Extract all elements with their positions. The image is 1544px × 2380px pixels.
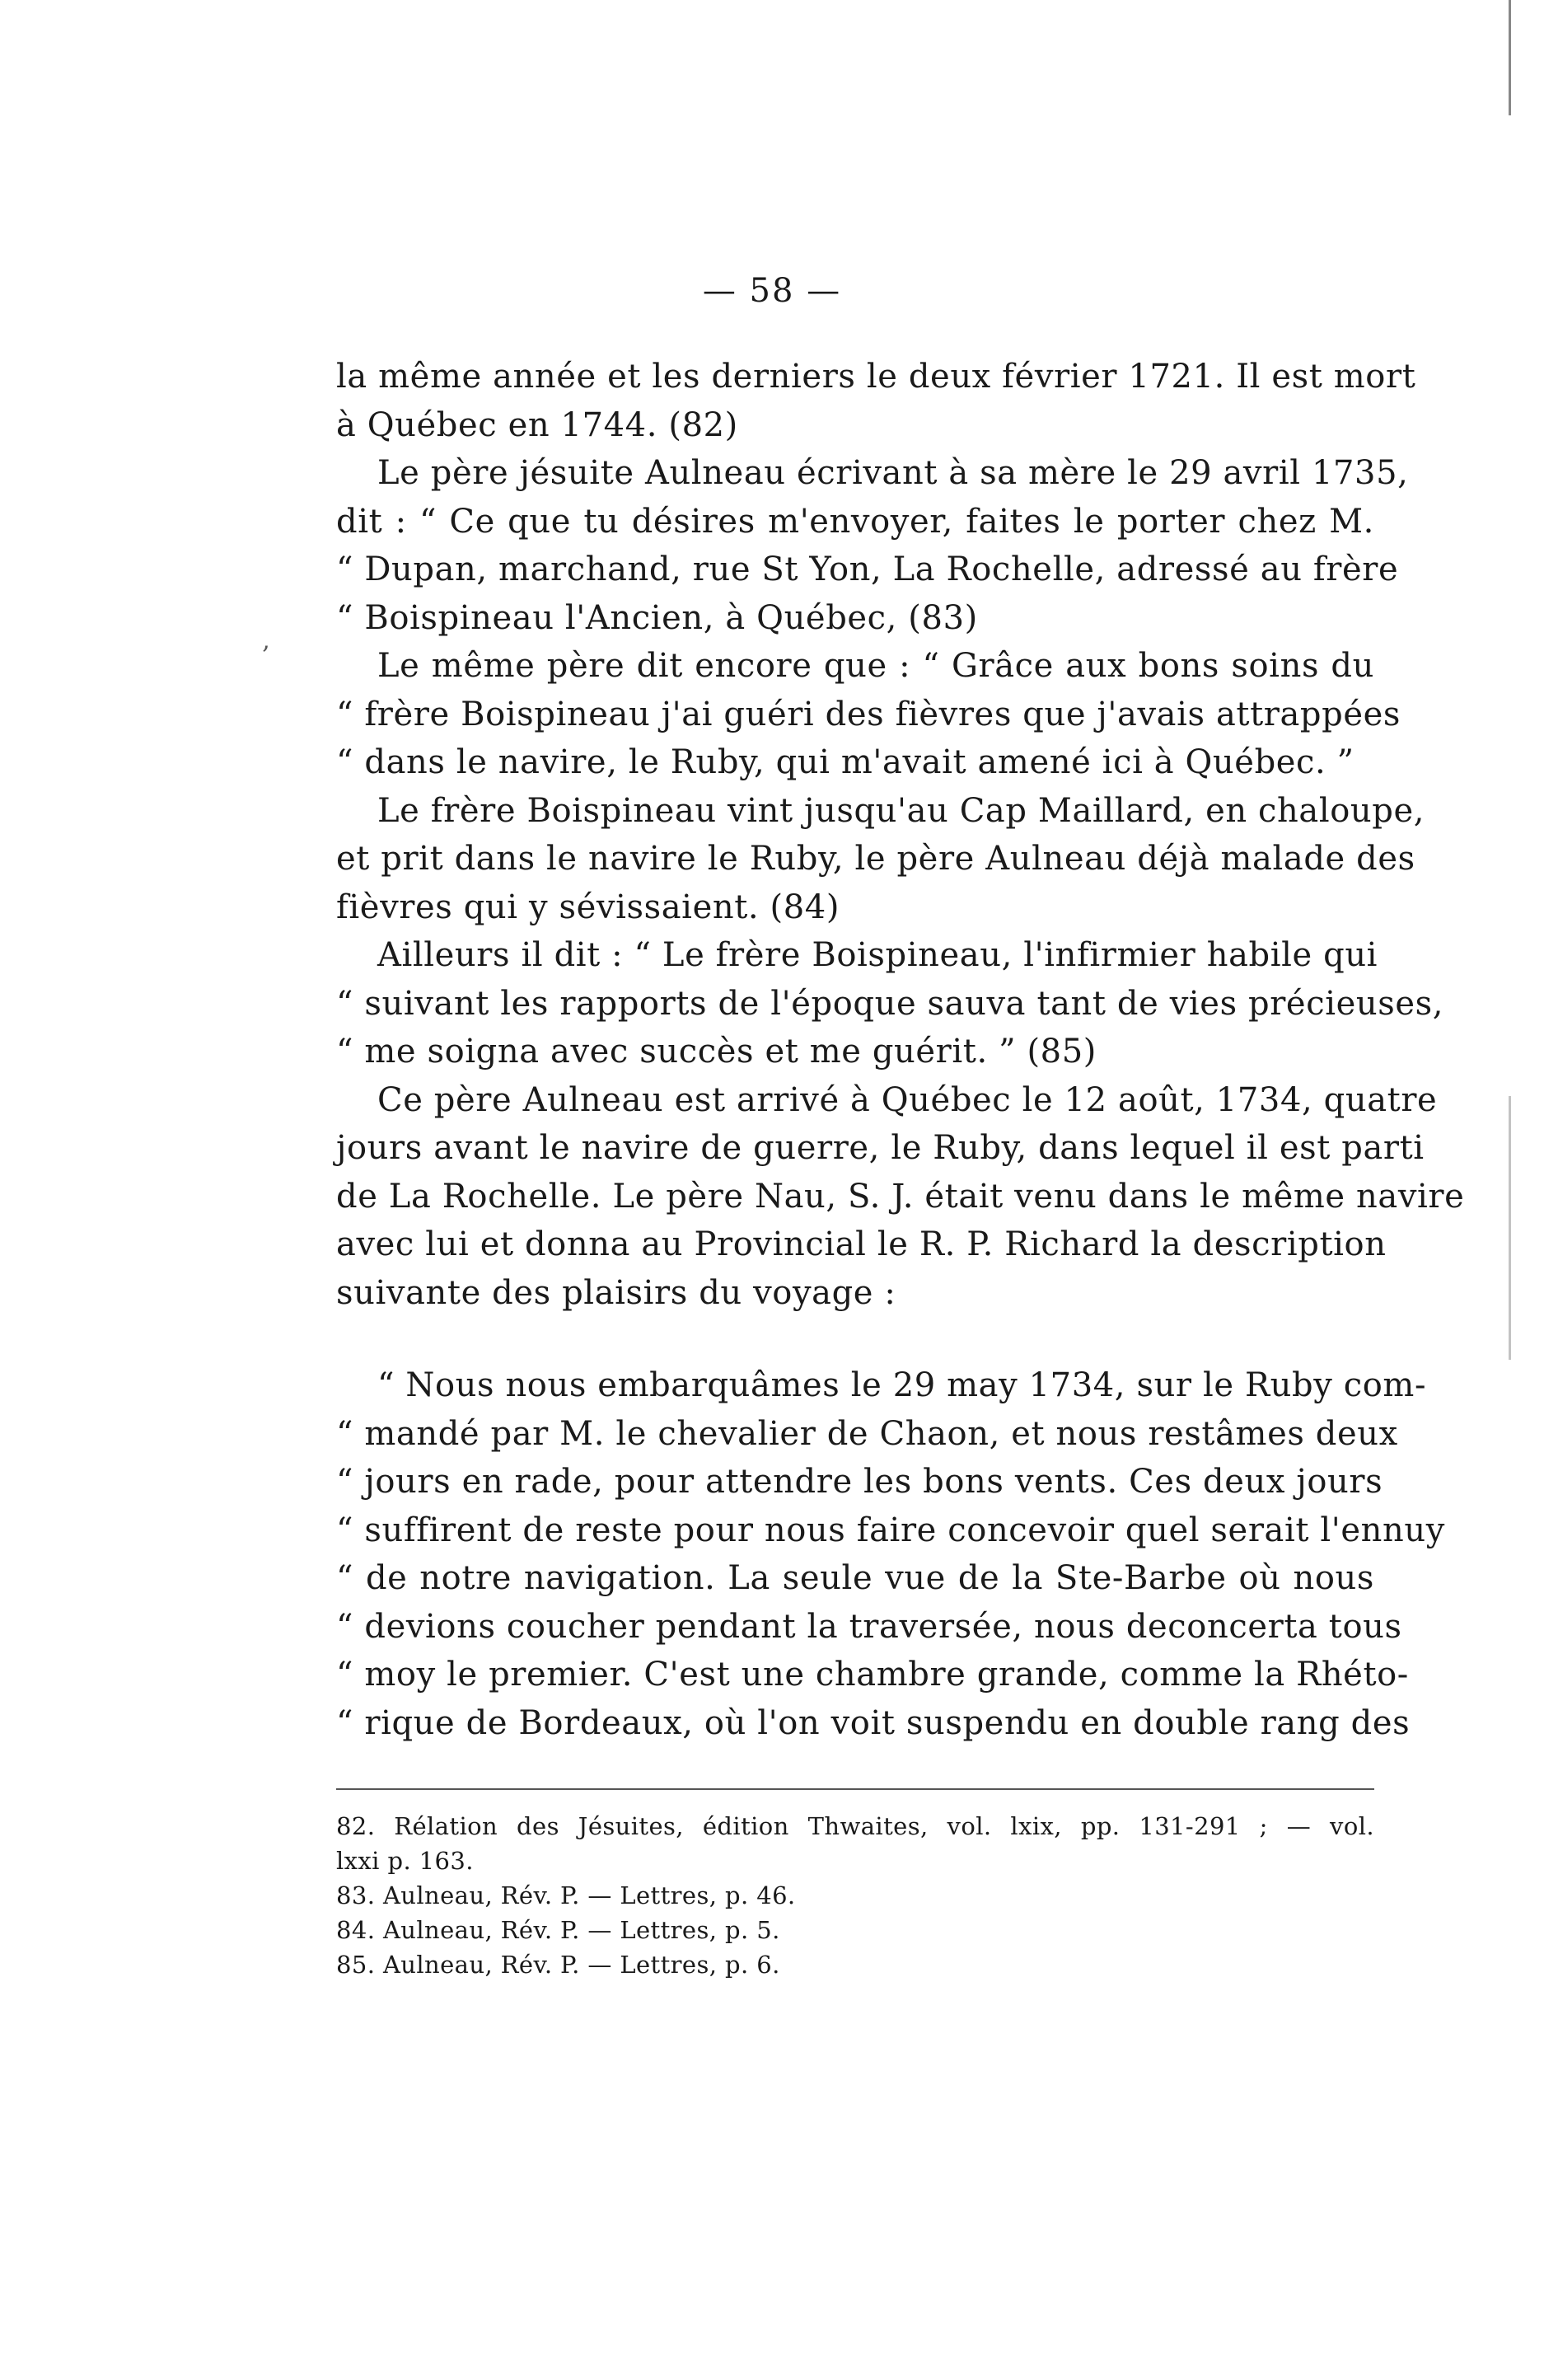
body-lines-line: Ce père Aulneau est arrivé à Québec le 12 août, 1734, quatre <box>377 1080 1438 1119</box>
quote-lines-line: “ mandé par M. le chevalier de Chaon, et nous restâmes deux <box>336 1414 1398 1453</box>
body-lines-line: fièvres qui y sévissaient. (84) <box>336 888 840 926</box>
margin-mark: ‚ <box>262 626 270 655</box>
body-lines-line: Le père jésuite Aulneau écrivant à sa mère le 29 avril 1735, <box>377 454 1409 492</box>
quote-lines-line: “ Nous nous embarquâmes le 29 may 1734, sur le Ruby com- <box>377 1366 1427 1404</box>
body-lines-line: “ Boispineau l'Ancien, à Québec, (83) <box>336 598 978 637</box>
footnote-line: 82. Rélation des Jésuites, édition Thwaites, vol. lxix, pp. 131-291 ; — vol. <box>336 1812 1374 1840</box>
quote-lines-line: “ devions coucher pendant la traversée, nous deconcerta tous <box>336 1607 1402 1646</box>
body-lines-line: “ frère Boispineau j'ai guéri des fièvres que j'avais attrappées <box>336 695 1401 733</box>
footnotes <box>336 1809 1374 1982</box>
body-lines-line: suivante des plaisirs du voyage : <box>336 1273 896 1312</box>
footnote-line: lxxi p. 163. <box>336 1847 474 1875</box>
body-text <box>336 353 1465 1747</box>
footnote-line: 83. Aulneau, Rév. P. — Lettres, p. 46. <box>336 1881 796 1909</box>
body-lines-line: “ dans le navire, le Ruby, qui m'avait amené ici à Québec. ” <box>336 743 1355 781</box>
quote-lines-line: “ de notre navigation. La seule vue de la Ste-Barbe où nous <box>336 1559 1374 1597</box>
footnote-line: 85. Aulneau, Rév. P. — Lettres, p. 6. <box>336 1951 780 1979</box>
body-lines-line: la même année et les derniers le deux février 1721. Il est mort <box>336 358 1416 396</box>
body-lines-line: avec lui et donna au Provincial le R. P. Richard la description <box>336 1225 1387 1263</box>
quote-lines-line: “ rique de Bordeaux, où l'on voit suspendu en double rang des <box>336 1703 1411 1742</box>
body-lines-line: Le frère Boispineau vint jusqu'au Cap Maillard, en chaloupe, <box>377 791 1425 830</box>
page-number: — 58 — <box>702 272 842 310</box>
body-lines-line: à Québec en 1744. (82) <box>336 405 738 444</box>
quote-lines-line: “ jours en rade, pour attendre les bons vents. Ces deux jours <box>336 1463 1383 1501</box>
body-lines-line: “ Dupan, marchand, rue St Yon, La Rochelle, adressé au frère <box>336 550 1399 588</box>
footnote-line: 84. Aulneau, Rév. P. — Lettres, p. 5. <box>336 1916 780 1944</box>
quote-lines-line: “ suffirent de reste pour nous faire concevoir quel serait l'ennuy <box>336 1511 1445 1549</box>
footnote-rule <box>336 1788 1374 1790</box>
body-lines-line: dit : “ Ce que tu désires m'envoyer, faites le porter chez M. <box>336 502 1374 541</box>
body-paragraphs <box>336 353 1465 1317</box>
body-lines-line: et prit dans le navire le Ruby, le père Aulneau déjà malade des <box>336 840 1415 878</box>
scan-edge-mark-top <box>1509 0 1511 115</box>
quoted-passage <box>336 1361 1445 1747</box>
body-lines-line: Ailleurs il dit : “ Le frère Boispineau, l'infirmier habile qui <box>377 936 1378 974</box>
body-lines-line: “ suivant les rapports de l'époque sauva tant de vies précieuses, <box>336 984 1444 1023</box>
body-lines-line: Le même père dit encore que : “ Grâce aux bons soins du <box>377 647 1374 685</box>
scan-edge-mark-middle <box>1509 1096 1511 1360</box>
body-lines-line: jours avant le navire de guerre, le Ruby, dans lequel il est parti <box>336 1129 1425 1167</box>
body-lines-line: de La Rochelle. Le père Nau, S. J. était venu dans le même navire <box>336 1177 1465 1216</box>
quote-gap <box>336 1317 1374 1361</box>
quote-lines-line: “ moy le premier. C'est une chambre grande, comme la Rhéto- <box>336 1656 1409 1694</box>
body-lines-line: “ me soigna avec succès et me guérit. ” (85) <box>336 1033 1097 1071</box>
